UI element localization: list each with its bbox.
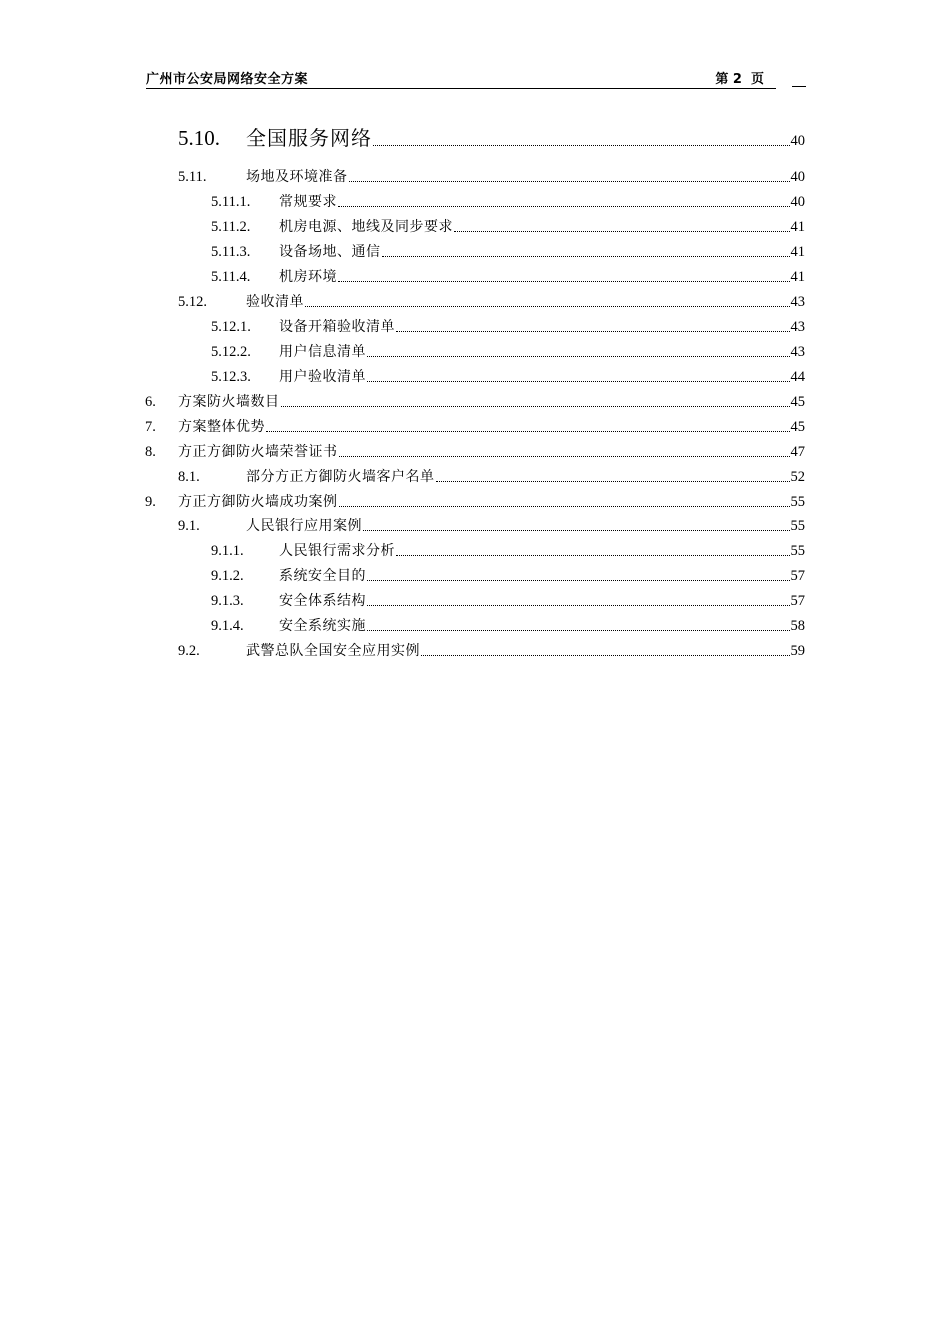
- toc-entry-number: 9.2.: [178, 643, 200, 659]
- toc-entry-number: 9.1.3.: [211, 593, 244, 609]
- toc-entry-title: 常规要求: [279, 194, 337, 210]
- toc-leader: [421, 655, 790, 656]
- toc-leader: [367, 605, 790, 606]
- toc-entry[interactable]: [178, 292, 805, 312]
- toc-entry-page: 41: [790, 244, 805, 260]
- toc-entry[interactable]: [211, 192, 805, 212]
- toc-leader: [367, 381, 790, 382]
- toc-entry-number: 5.12.3.: [211, 369, 251, 385]
- toc-entry[interactable]: [211, 342, 805, 362]
- toc-entry-number: 5.11.4.: [211, 269, 251, 285]
- toc-leader: [266, 431, 790, 432]
- toc-entry[interactable]: [145, 442, 805, 462]
- toc-entry-title: 用户验收清单: [279, 369, 366, 385]
- toc-entry[interactable]: [145, 417, 805, 437]
- toc-entry-page: 41: [790, 219, 805, 235]
- toc-entry-title: 人民银行需求分析: [279, 543, 395, 559]
- toc-entry[interactable]: [211, 242, 805, 262]
- toc-entry[interactable]: [211, 367, 805, 387]
- toc-entry-title: 设备场地、通信: [279, 244, 381, 260]
- toc-entry-number: 9.1.: [178, 518, 200, 534]
- toc-leader: [436, 481, 790, 482]
- toc-entry-title: 武警总队全国安全应用实例: [246, 643, 420, 659]
- toc-entry-page: 44: [790, 369, 805, 385]
- toc-entry-title: 机房电源、地线及同步要求: [279, 219, 453, 235]
- toc-entry-page: 43: [790, 319, 805, 335]
- toc-leader: [367, 356, 790, 357]
- toc-entry[interactable]: [178, 516, 805, 536]
- toc-entry-title: 设备开箱验收清单: [279, 319, 395, 335]
- toc-entry-page: 43: [790, 294, 805, 310]
- toc-entry-number: 9.1.4.: [211, 618, 244, 634]
- toc-entry[interactable]: [211, 317, 805, 337]
- toc-entry-page: 45: [790, 419, 805, 435]
- toc-entry-number: 5.11.3.: [211, 244, 251, 260]
- toc-entry-page: 40: [790, 133, 805, 149]
- toc-entry-page: 52: [790, 469, 805, 485]
- toc-entry-number: 6.: [145, 394, 156, 410]
- document-title: 广州市公安局网络安全方案: [146, 72, 309, 87]
- toc-entry-page: 47: [790, 444, 805, 460]
- toc-leader: [396, 331, 790, 332]
- toc-entry-title: 方案整体优势: [178, 419, 265, 435]
- toc-entry[interactable]: [211, 616, 805, 636]
- toc-entry-page: 41: [790, 269, 805, 285]
- toc-leader: [367, 630, 790, 631]
- toc-entry[interactable]: [178, 641, 805, 661]
- toc-entry[interactable]: [211, 267, 805, 287]
- toc-entry-number: 5.11.1.: [211, 194, 251, 210]
- toc-leader: [363, 530, 790, 531]
- toc-entry-page: 58: [790, 618, 805, 634]
- toc-entry[interactable]: [211, 591, 805, 611]
- toc-entry-page: 57: [790, 593, 805, 609]
- toc-entry-number: 9.1.2.: [211, 568, 244, 584]
- toc-entry-title: 方正方御防火墙成功案例: [178, 494, 338, 510]
- toc-entry-title: 机房环境: [279, 269, 337, 285]
- toc-leader: [339, 456, 790, 457]
- toc-entry-title: 方正方御防火墙荣誉证书: [178, 444, 338, 460]
- toc-leader: [454, 231, 790, 232]
- toc-entry-page: 55: [790, 543, 805, 559]
- toc-entry[interactable]: [211, 541, 805, 561]
- toc-leader: [367, 580, 790, 581]
- toc-entry-page: 40: [790, 194, 805, 210]
- toc-entry[interactable]: [178, 128, 805, 151]
- toc-entry-title: 安全系统实施: [279, 618, 366, 634]
- toc-entry[interactable]: [211, 566, 805, 586]
- toc-entry-page: 59: [790, 643, 805, 659]
- toc-entry-page: 43: [790, 344, 805, 360]
- toc-entry-page: 57: [790, 568, 805, 584]
- toc-leader: [382, 256, 790, 257]
- toc-entry-number: 9.: [145, 494, 156, 510]
- toc-entry-title: 安全体系结构: [279, 593, 366, 609]
- toc-entry-title: 系统安全目的: [279, 568, 366, 584]
- toc-entry-title: 部分方正方御防火墙客户名单: [246, 469, 435, 485]
- toc-entry-number: 8.: [145, 444, 156, 460]
- toc-leader: [338, 206, 790, 207]
- toc-entry[interactable]: [145, 392, 805, 412]
- toc-entry-title: 人民银行应用案例: [246, 518, 362, 534]
- toc-entry-number: 9.1.1.: [211, 543, 244, 559]
- page-number: 第 2 页: [715, 72, 764, 87]
- toc-entry-number: 5.10.: [178, 126, 220, 150]
- toc-entry-number: 7.: [145, 419, 156, 435]
- toc-entry-number: 5.12.2.: [211, 344, 251, 360]
- toc-entry-number: 5.12.: [178, 294, 207, 310]
- toc-entry[interactable]: [178, 467, 805, 487]
- toc-entry-title: 用户信息清单: [279, 344, 366, 360]
- toc-entry[interactable]: [211, 217, 805, 237]
- page-header: [146, 66, 776, 89]
- toc-leader: [338, 281, 790, 282]
- header-mark: [792, 86, 806, 87]
- toc-entry-page: 55: [790, 494, 805, 510]
- toc-entry-title: 全国服务网络: [246, 126, 372, 150]
- toc-entry[interactable]: [145, 492, 805, 512]
- toc-entry-title: 场地及环境准备: [246, 169, 348, 185]
- toc-entry[interactable]: [178, 167, 805, 187]
- toc-entry-number: 8.1.: [178, 469, 200, 485]
- toc-entry-page: 45: [790, 394, 805, 410]
- toc-entry-number: 5.11.2.: [211, 219, 251, 235]
- toc-leader: [373, 145, 790, 146]
- toc-entry-number: 5.11.: [178, 169, 207, 185]
- toc-entry-page: 40: [790, 169, 805, 185]
- toc-leader: [349, 181, 790, 182]
- toc-entry-page: 55: [790, 518, 805, 534]
- toc-leader: [339, 506, 790, 507]
- toc-entry-number: 5.12.1.: [211, 319, 251, 335]
- toc-leader: [305, 306, 790, 307]
- toc-entry-title: 方案防火墙数目: [178, 394, 280, 410]
- toc-leader: [281, 406, 790, 407]
- toc-leader: [396, 555, 790, 556]
- toc-entry-title: 验收清单: [246, 294, 304, 310]
